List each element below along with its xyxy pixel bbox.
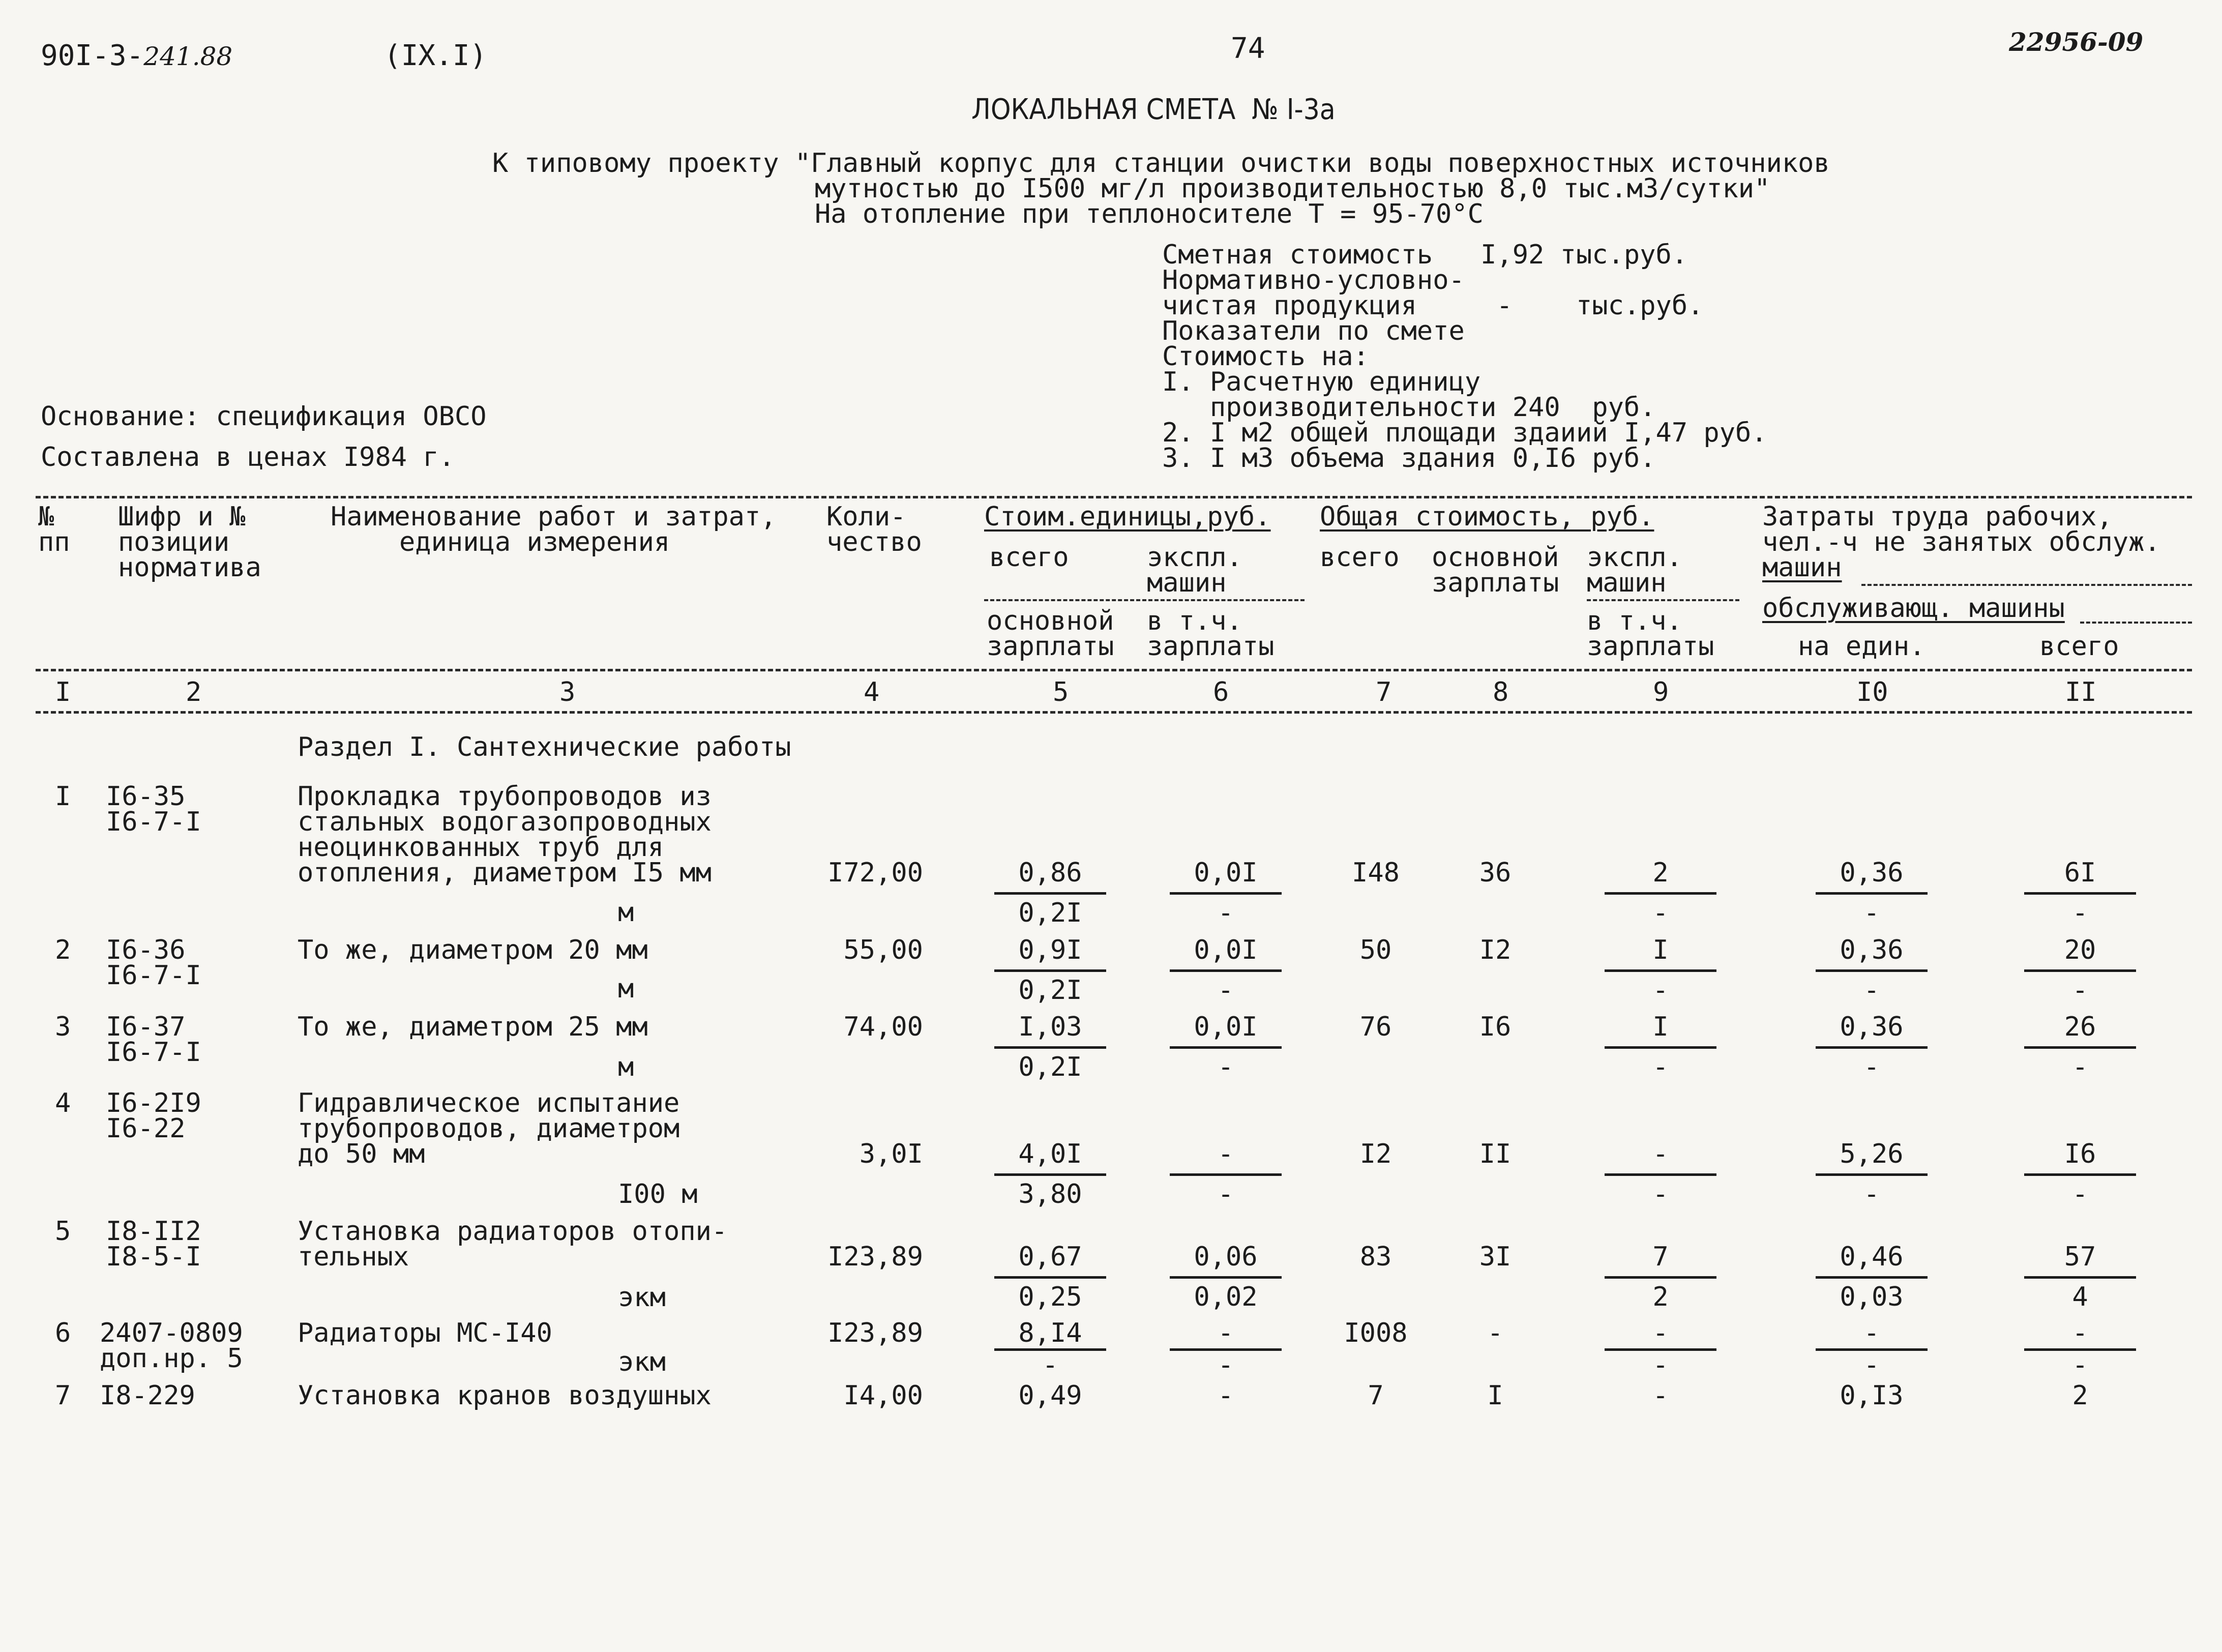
- summary-line: производительности 240 руб.: [1162, 392, 1656, 423]
- row-number: I: [55, 781, 71, 812]
- total-machines: - -: [1605, 1141, 1716, 1207]
- summary-line: чистая продукция - тыс.руб.: [1162, 290, 1704, 321]
- group-labor-2: чел.-ч не занятых обслуж.: [1762, 527, 2160, 557]
- unit-cost-total: $\frac{0,67}{0,25}$: [994, 1244, 1106, 1310]
- unit-cost-machines: 0,0I -: [1170, 937, 1282, 1004]
- total-salary: 3I: [1479, 1242, 1512, 1272]
- row-name: То же, диаметром 20 мм: [298, 935, 648, 965]
- group-total-cost: Общая стоимость, руб.: [1320, 501, 1654, 532]
- total-cost: 50: [1359, 935, 1392, 965]
- subtitle-line-1: К типовому проекту "Главный корпус для станции очистки воды поверхностных источников: [492, 148, 1830, 179]
- summary-line: Сметная стоимость I,92 тыс.руб.: [1162, 240, 1688, 270]
- colnum-5: 5: [1053, 677, 1069, 707]
- total-machines: I -: [1605, 937, 1716, 1004]
- row-code: I6-37: [106, 1012, 186, 1042]
- row-unit: м: [618, 973, 634, 1004]
- col9-head-b2: зарплаты: [1587, 631, 1714, 662]
- total-machines: -: [1652, 1380, 1669, 1411]
- labor-total: I6 -: [2024, 1141, 2136, 1207]
- col3-head-1: Наименование работ и затрат,: [331, 501, 777, 532]
- row-name: стальных водогазопроводных: [298, 807, 712, 837]
- total-salary: 36: [1479, 858, 1512, 888]
- total-machines: I -: [1605, 1014, 1716, 1080]
- unit-cost-total: $\frac{0,86}{0,2I}$: [994, 860, 1106, 926]
- row-code: I6-22: [106, 1113, 186, 1144]
- row-name: отопления, диаметром I5 мм: [298, 858, 712, 888]
- summary-line: I. Расчетную единицу: [1162, 367, 1481, 397]
- labor-per-unit: 5,26 -: [1816, 1141, 1928, 1207]
- row-quantity: I4,00: [843, 1380, 923, 1411]
- colnum-9: 9: [1653, 677, 1669, 707]
- colnum-10: I0: [1856, 677, 1888, 707]
- row-number: 2: [55, 935, 71, 965]
- doc-code: [41, 39, 233, 72]
- labor-per-unit: 0,36 -: [1816, 937, 1928, 1004]
- col6-head-b2: зарплаты: [1147, 631, 1275, 662]
- row-name: Прокладка трубопроводов из: [298, 781, 712, 812]
- column-numbers-rule: [36, 711, 2192, 714]
- colnum-7: 7: [1376, 677, 1392, 707]
- col1-head-1: №: [38, 501, 54, 532]
- col1-head-2: пп: [38, 527, 70, 557]
- section-title: Раздел I. Сантехнические работы: [298, 732, 791, 762]
- colnum-2: 2: [186, 677, 202, 707]
- labor-sub-rule-2: [2080, 622, 2192, 624]
- row-code: I6-36: [106, 935, 186, 965]
- summary-line: 2. I м2 общей площади здаиий I,47 руб.: [1162, 418, 1767, 448]
- colnum-8: 8: [1493, 677, 1509, 707]
- row-code: доп.нр. 5: [100, 1343, 243, 1374]
- col6-head-b1: в т.ч.: [1147, 606, 1242, 636]
- colnum-4: 4: [864, 677, 880, 707]
- unit-cost-machines: - -: [1170, 1320, 1282, 1378]
- col8-head-2: зарплаты: [1432, 568, 1559, 598]
- table-top-rule: [36, 496, 2192, 498]
- subtitle-line-3: На отопление при теплоносителе Т = 95-70°С: [815, 199, 1484, 229]
- unit-cost-machines: 0,0I -: [1170, 860, 1282, 926]
- summary-line: Показатели по смете: [1162, 316, 1465, 346]
- row-quantity: I23,89: [827, 1242, 923, 1272]
- section-code: (IX.I): [384, 39, 487, 72]
- row-code: I6-2I9: [106, 1088, 201, 1118]
- total-cost: I48: [1352, 858, 1400, 888]
- total-cost: 83: [1359, 1242, 1392, 1272]
- col4-head-2: чество: [826, 527, 922, 557]
- labor-total: 20 -: [2024, 937, 2136, 1004]
- row-code: I6-7-I: [106, 1037, 201, 1068]
- subtitle-line-2: мутностью до I500 мг/л производительностью 8,0 тыс.м3/сутки": [815, 173, 1770, 204]
- colnum-6: 6: [1213, 677, 1229, 707]
- group-labor-3: машин: [1762, 552, 1842, 583]
- unit-cost-machines: 0,0I -: [1170, 1014, 1282, 1080]
- total-cost: I2: [1359, 1139, 1392, 1169]
- row-number: 3: [55, 1012, 71, 1042]
- row-unit: экм: [618, 1347, 666, 1377]
- doc-code-handwritten: 241.88: [143, 42, 233, 71]
- colnum-3: 3: [559, 677, 576, 707]
- group-labor-service: обслуживающ. машины: [1762, 593, 2065, 624]
- total-machines: - -: [1605, 1320, 1716, 1378]
- unit-cost-total: 0,49: [1018, 1380, 1082, 1411]
- row-name: тельных: [298, 1242, 409, 1272]
- table-header-rule: [36, 669, 2192, 671]
- prices-text: Составлена в ценах I984 г.: [41, 442, 455, 473]
- row-code: I8-II2: [106, 1216, 201, 1247]
- basis-text: Основание: спецификация ОВСО: [41, 401, 487, 432]
- col6-head-a1: экспл.: [1147, 542, 1242, 573]
- row-number: 5: [55, 1216, 71, 1247]
- total-salary: I: [1487, 1380, 1503, 1411]
- total-salary: II: [1479, 1139, 1512, 1169]
- unit-cost-total: $\frac{4,0I}{3,80}$: [994, 1141, 1106, 1207]
- row-name: неоцинкованных труб для: [298, 832, 664, 863]
- col3-head-2: единица измерения: [399, 527, 670, 557]
- col9-head-b1: в т.ч.: [1587, 606, 1682, 636]
- col5-head-b1: основной: [987, 606, 1114, 636]
- document-title: ЛОКАЛЬНАЯ СМЕТА № I-3а: [971, 93, 1336, 126]
- doc-code-prefix: 90I-3-: [41, 39, 144, 72]
- col7-head: всего: [1320, 542, 1400, 573]
- archive-number: 22956-09: [2009, 27, 2144, 57]
- total-machines: $\frac{7}{2}$: [1605, 1244, 1716, 1310]
- row-quantity: I23,89: [827, 1318, 923, 1348]
- unit-cost-sub-rule: [984, 599, 1305, 601]
- col2-head-1: Шифр и №: [118, 501, 246, 532]
- unit-cost-machines: $\frac{0,06}{0,02}$: [1170, 1244, 1282, 1310]
- row-unit: I00 м: [618, 1179, 698, 1210]
- row-unit: экм: [618, 1282, 666, 1313]
- col8-head-1: основной: [1432, 542, 1559, 573]
- labor-per-unit: 0,36 -: [1816, 860, 1928, 926]
- row-name: до 50 мм: [298, 1139, 425, 1169]
- row-code: I6-35: [106, 781, 186, 812]
- labor-sub-rule-1: [1861, 584, 2192, 586]
- row-number: 6: [55, 1318, 71, 1348]
- row-quantity: 74,00: [843, 1012, 923, 1042]
- labor-total: 6I -: [2024, 860, 2136, 926]
- row-code: I8-229: [100, 1380, 195, 1411]
- unit-cost-total: $\frac{0,9I}{0,2I}$: [994, 937, 1106, 1004]
- total-cost: 76: [1359, 1012, 1392, 1042]
- row-name: трубопроводов, диаметром: [298, 1113, 680, 1144]
- page-number: 74: [1231, 32, 1265, 65]
- row-unit: м: [618, 1052, 634, 1082]
- row-unit: м: [618, 897, 634, 928]
- row-name: Установка кранов воздушных: [298, 1380, 712, 1411]
- col2-head-3: норматива: [118, 552, 261, 583]
- row-code: I6-7-I: [106, 960, 201, 991]
- colnum-1: I: [55, 677, 71, 707]
- summary-line: Нормативно-условно-: [1162, 265, 1465, 296]
- labor-per-unit: 0,36 -: [1816, 1014, 1928, 1080]
- labor-per-unit: - -: [1816, 1320, 1928, 1378]
- col4-head-1: Коли-: [826, 501, 906, 532]
- col2-head-2: позиции: [118, 527, 230, 557]
- unit-cost-machines: - -: [1170, 1141, 1282, 1207]
- group-unit-cost: Стоим.единицы,руб.: [984, 501, 1271, 532]
- labor-total: - -: [2024, 1320, 2136, 1378]
- row-number: 7: [55, 1380, 71, 1411]
- row-quantity: 3,0I: [859, 1139, 923, 1169]
- row-name: Установка радиаторов отопи-: [298, 1216, 728, 1247]
- total-salary: -: [1487, 1318, 1503, 1348]
- total-cost-sub-rule: [1587, 599, 1739, 601]
- labor-total: $\frac{57}{4}$: [2024, 1244, 2136, 1310]
- row-quantity: I72,00: [827, 858, 923, 888]
- row-name: Гидравлическое испытание: [298, 1088, 680, 1118]
- row-number: 4: [55, 1088, 71, 1118]
- row-code: 2407-0809: [100, 1318, 243, 1348]
- unit-cost-total: $\frac{I,03}{0,2I}$: [994, 1014, 1106, 1080]
- total-salary: I6: [1479, 1012, 1512, 1042]
- group-labor-1: Затраты труда рабочих,: [1762, 501, 2113, 532]
- col5-head-b2: зарплаты: [987, 631, 1114, 662]
- summary-line: 3. I м3 объема здания 0,I6 руб.: [1162, 443, 1656, 474]
- col11-head: всего: [2039, 631, 2119, 662]
- row-code: I8-5-I: [106, 1242, 201, 1272]
- col9-head-a2: машин: [1587, 568, 1667, 598]
- labor-total: 26 -: [2024, 1014, 2136, 1080]
- total-cost: 7: [1368, 1380, 1384, 1411]
- colnum-11: II: [2065, 677, 2097, 707]
- row-name: Радиаторы МС-I40: [298, 1318, 552, 1348]
- labor-total: 2: [2072, 1380, 2088, 1411]
- total-salary: I2: [1479, 935, 1512, 965]
- unit-cost-machines: -: [1218, 1380, 1234, 1411]
- total-cost: I008: [1344, 1318, 1408, 1348]
- summary-line: Стоимость на:: [1162, 341, 1369, 372]
- total-machines: 2 -: [1605, 860, 1716, 926]
- row-code: I6-7-I: [106, 807, 201, 837]
- row-name: То же, диаметром 25 мм: [298, 1012, 648, 1042]
- col6-head-a2: машин: [1147, 568, 1227, 598]
- row-quantity: 55,00: [843, 935, 923, 965]
- col10-head: на един.: [1798, 631, 1925, 662]
- labor-per-unit: $\frac{0,46}{0,03}$: [1816, 1244, 1928, 1310]
- unit-cost-total: 8,I4 -: [994, 1320, 1106, 1378]
- col9-head-a1: экспл.: [1587, 542, 1682, 573]
- col5-head-a: всего: [989, 542, 1069, 573]
- labor-per-unit: 0,I3: [1840, 1380, 1904, 1411]
